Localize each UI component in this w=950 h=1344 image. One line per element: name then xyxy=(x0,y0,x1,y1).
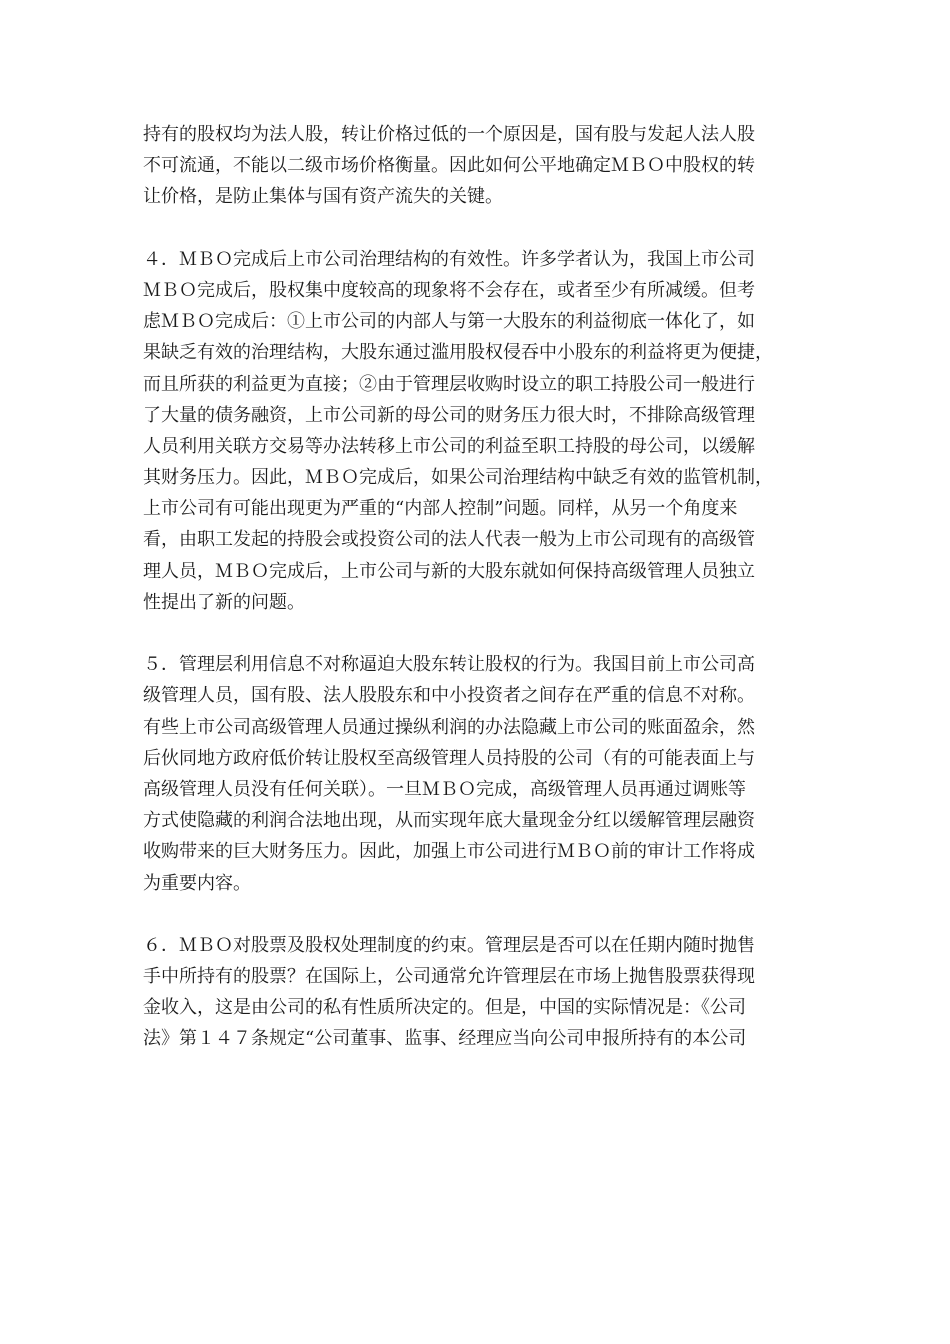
text-line: 方式使隐藏的利润合法地出现，从而实现年底大量现金分红以缓解管理层融资 xyxy=(143,810,755,832)
paragraph-item-5 xyxy=(143,649,811,899)
text-line: 让价格，是防止集体与国有资产流失的关键。 xyxy=(143,186,503,208)
text-line: 手中所持有的股票？在国际上，公司通常允许管理层在市场上抛售股票获得现 xyxy=(143,966,755,988)
text-line: 有些上市公司高级管理人员通过操纵利润的办法隐藏上市公司的账面盈余，然 xyxy=(143,716,755,738)
text-line: 法》第１４７条规定“公司董事、监事、经理应当向公司申报所持有的本公司 xyxy=(143,1028,747,1050)
text-line: 了大量的债务融资，上市公司新的母公司的财务压力很大时，不排除高级管理 xyxy=(143,404,755,426)
text-line: 收购带来的巨大财务压力。因此，加强上市公司进行ＭＢＯ前的审计工作将成 xyxy=(143,841,755,863)
text-line: 高级管理人员没有任何关联）。一旦ＭＢＯ完成，高级管理人员再通过调账等 xyxy=(143,778,746,800)
text-line: 上市公司有可能出现更为严重的“内部人控制”问题。同样，从另一个角度来 xyxy=(143,498,738,520)
text-line: 持有的股权均为法人股，转让价格过低的一个原因是，国有股与发起人法人股 xyxy=(143,124,755,145)
text-line: 果缺乏有效的治理结构，大股东通过滥用股权侵吞中小股东的利益将更为便捷， xyxy=(143,342,773,364)
text-line: ＭＢＯ完成后，股权集中度较高的现象将不会存在，或者至少有所减缓。但考 xyxy=(143,279,755,301)
text-line: 性提出了新的问题。 xyxy=(143,591,305,613)
text-line: 级管理人员，国有股、法人股股东和中小投资者之间存在严重的信息不对称。 xyxy=(143,685,755,707)
paragraph-spacer xyxy=(143,618,811,649)
text-line: 而且所获的利益更为直接；②由于管理层收购时设立的职工持股公司一般进行 xyxy=(143,373,755,395)
text-line: ４．ＭＢＯ完成后上市公司治理结构的有效性。许多学者认为，我国上市公司 xyxy=(143,248,755,270)
paragraph-item-6 xyxy=(143,930,811,1055)
text-line: 不可流通，不能以二级市场价格衡量。因此如何公平地确定ＭＢＯ中股权的转 xyxy=(143,155,755,177)
text-line: ６．ＭＢＯ对股票及股权处理制度的约束。管理层是否可以在任期内随时抛售 xyxy=(143,934,755,956)
paragraph-item-4 xyxy=(143,244,811,618)
text-line: 金收入，这是由公司的私有性质所决定的。但是，中国的实际情况是：《公司 xyxy=(143,997,746,1019)
text-line: 虑ＭＢＯ完成后：①上市公司的内部人与第一大股东的利益彻底一体化了，如 xyxy=(143,311,755,333)
paragraph-spacer xyxy=(143,899,811,930)
paragraph-spacer xyxy=(143,213,811,244)
text-line: 后伙同地方政府低价转让股权至高级管理人员持股的公司（有的可能表面上与 xyxy=(143,747,755,769)
paragraph-continuation xyxy=(143,119,811,213)
text-line: 看，由职工发起的持股会或投资公司的法人代表一般为上市公司现有的高级管 xyxy=(143,529,755,551)
text-line: ５．管理层利用信息不对称逼迫大股东转让股权的行为。我国目前上市公司高 xyxy=(143,654,755,676)
text-line: 为重要内容。 xyxy=(143,872,251,894)
text-line: 理人员，ＭＢＯ完成后，上市公司与新的大股东就如何保持高级管理人员独立 xyxy=(143,560,755,582)
text-line: 其财务压力。因此，ＭＢＯ完成后，如果公司治理结构中缺乏有效的监管机制， xyxy=(143,467,773,489)
text-line: 人员利用关联方交易等办法转移上市公司的利益至职工持股的母公司，以缓解 xyxy=(143,435,755,457)
document-page xyxy=(143,119,811,1055)
